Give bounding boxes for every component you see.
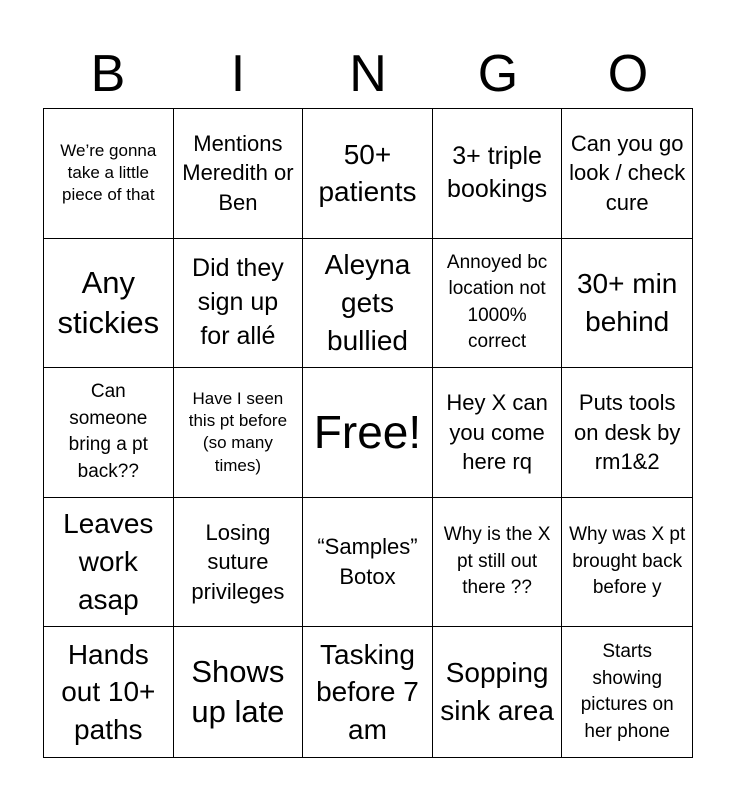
free-space-cell[interactable] bbox=[303, 368, 433, 498]
cell-text: 30+ min behind bbox=[576, 268, 678, 337]
cell-text: “Samples” Botox bbox=[317, 534, 418, 590]
bingo-cell[interactable] bbox=[562, 239, 692, 369]
cell-text: Leaves work asap bbox=[63, 508, 154, 615]
cell-text: 50+ patients bbox=[318, 138, 417, 208]
cell-text: Puts tools on desk by rm1&2 bbox=[573, 389, 681, 475]
cell-text: Shows up late bbox=[191, 653, 285, 730]
bingo-cell[interactable] bbox=[433, 498, 563, 628]
header-letter-g: G bbox=[477, 45, 519, 103]
bingo-cell[interactable] bbox=[174, 239, 304, 369]
cell-text: Sopping sink area bbox=[440, 657, 554, 727]
bingo-cell[interactable] bbox=[44, 109, 174, 239]
bingo-cell[interactable] bbox=[303, 627, 433, 757]
cell-text: Hey X can you come here rq bbox=[446, 389, 548, 475]
cell-text: We’re gonna take a little piece of that bbox=[60, 141, 157, 205]
bingo-cell[interactable] bbox=[44, 498, 174, 628]
cell-text: Have I seen this pt before (so many times) bbox=[188, 389, 288, 475]
bingo-cell[interactable] bbox=[44, 368, 174, 498]
bingo-cell[interactable] bbox=[303, 239, 433, 369]
bingo-cell[interactable] bbox=[433, 239, 563, 369]
cell-text: Mentions Meredith or Ben bbox=[182, 130, 294, 216]
header-letter-o: O bbox=[607, 45, 649, 103]
bingo-cell[interactable] bbox=[433, 627, 563, 757]
cell-text: Any stickies bbox=[57, 264, 160, 340]
bingo-cell[interactable] bbox=[44, 239, 174, 369]
cell-text: Did they sign up for allé bbox=[192, 254, 284, 350]
bingo-cell[interactable] bbox=[562, 368, 692, 498]
header-letter-b: B bbox=[90, 45, 126, 103]
cell-text: Starts showing pictures on her phone bbox=[580, 641, 674, 742]
cell-text: Free! bbox=[313, 406, 422, 459]
bingo-cell[interactable] bbox=[562, 627, 692, 757]
bingo-cell[interactable] bbox=[174, 627, 304, 757]
cell-text: Hands out 10+ paths bbox=[61, 638, 156, 746]
cell-text: Tasking before 7 am bbox=[316, 638, 419, 746]
bingo-cell[interactable] bbox=[562, 109, 692, 239]
header-letter-i: I bbox=[230, 45, 246, 103]
cell-text: Can someone bring a pt back?? bbox=[68, 381, 148, 483]
bingo-cell[interactable] bbox=[433, 368, 563, 498]
cell-text: Losing suture privileges bbox=[191, 519, 285, 604]
cell-text: 3+ triple bookings bbox=[447, 141, 548, 204]
cell-text: Annoyed bc location not 1000% correct bbox=[446, 251, 548, 353]
cell-text: Can you go look / check cure bbox=[569, 130, 686, 216]
bingo-cell[interactable] bbox=[174, 368, 304, 498]
bingo-cell[interactable] bbox=[174, 109, 304, 239]
bingo-cell[interactable] bbox=[44, 627, 174, 757]
bingo-cell[interactable] bbox=[174, 498, 304, 628]
cell-text: Why is the X pt still out there ?? bbox=[443, 524, 551, 599]
bingo-cell[interactable] bbox=[303, 498, 433, 628]
header-letter-n: N bbox=[349, 45, 387, 103]
bingo-cell[interactable] bbox=[303, 109, 433, 239]
cell-text: Why was X pt brought back before y bbox=[569, 524, 686, 599]
bingo-header bbox=[43, 40, 693, 108]
bingo-board bbox=[43, 108, 693, 758]
cell-text: Aleyna gets bullied bbox=[324, 249, 411, 356]
bingo-cell[interactable] bbox=[433, 109, 563, 239]
bingo-cell[interactable] bbox=[562, 498, 692, 628]
